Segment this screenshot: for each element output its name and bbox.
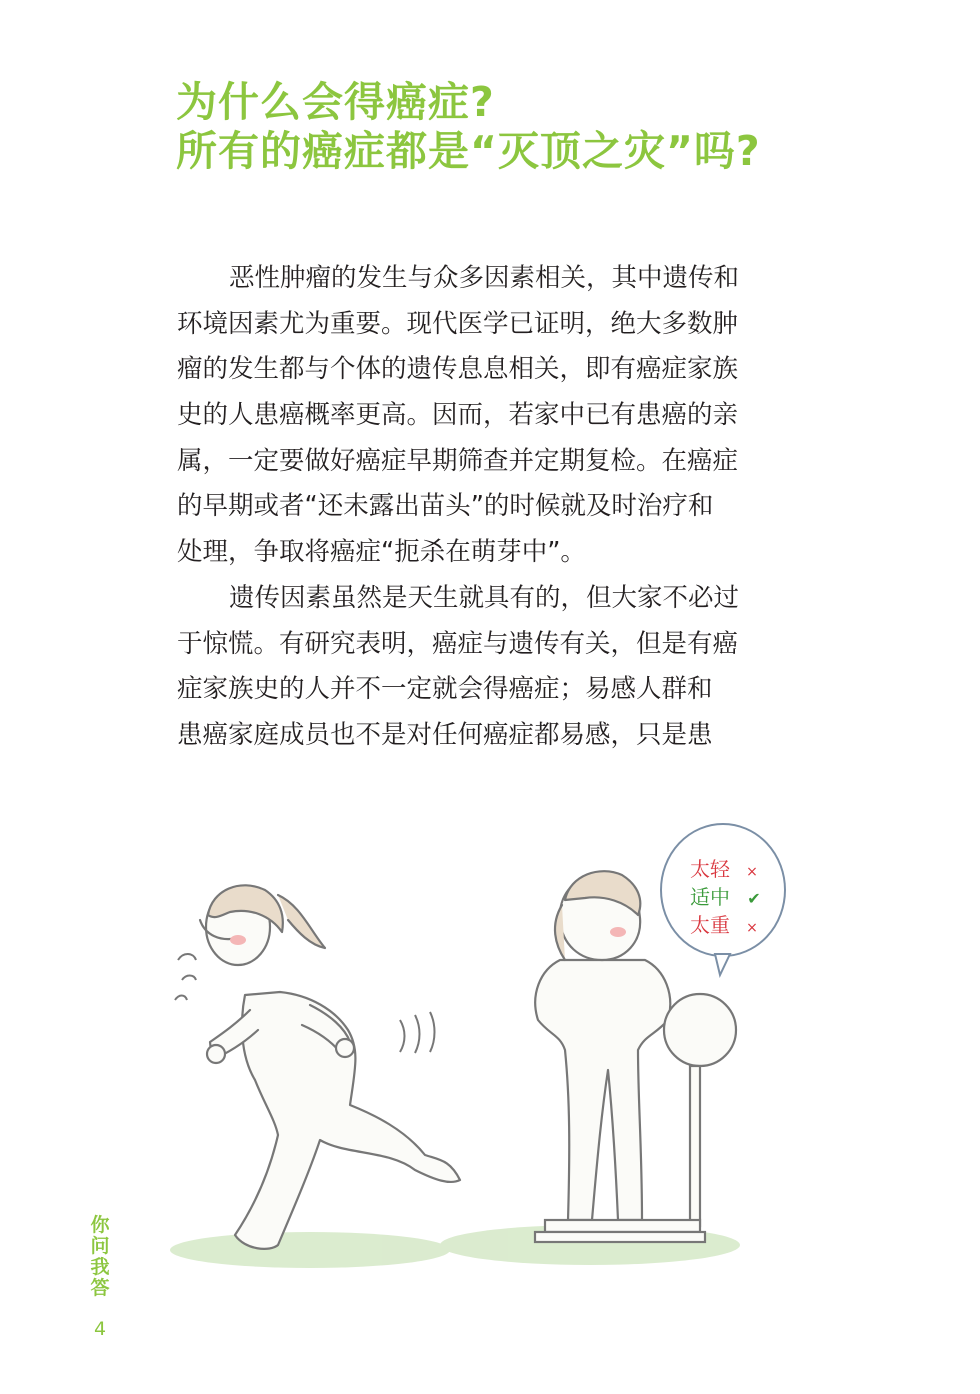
text-line: 的早期或者“还未露出苗头”的时候就及时治疗和 xyxy=(177,491,714,522)
text-line: 患癌家庭成员也不是对任何癌症都易感，只是患 xyxy=(177,719,713,750)
text-line: 史的人患癌概率更高。因而，若家中已有患癌的亲 xyxy=(177,400,739,431)
book-section-label xyxy=(88,1215,112,1299)
bubble-too-heavy: 太重 xyxy=(690,913,730,937)
running-girl xyxy=(200,885,460,1249)
text-line: 恶性肿瘤的发生与众多因素相关，其中遗传和 xyxy=(229,263,740,293)
check-mark-icon: ✔ xyxy=(747,889,761,908)
bubble-too-light: 太轻 xyxy=(690,857,730,881)
bubble-just-right: 适中 xyxy=(690,885,730,909)
title-line-1: 为什么会得癌症? xyxy=(176,78,495,126)
title-line-2: 所有的癌症都是“灭顶之灾”吗? xyxy=(176,127,761,175)
label-char: 问 xyxy=(90,1235,110,1257)
text-line: 属，一定要做好癌症早期筛查并定期复检。在癌症 xyxy=(177,445,739,476)
illustration-running-and-scale xyxy=(160,820,800,1290)
label-char: 我 xyxy=(90,1256,110,1278)
body-text xyxy=(177,256,787,759)
breath-puffs xyxy=(175,954,196,1000)
text-line: 瘤的发生都与个体的遗传息息相关，即有癌症家族 xyxy=(177,354,739,385)
page-number: 4 xyxy=(93,1318,107,1340)
text-line: 遗传因素虽然是天生就具有的，但大家不必过 xyxy=(229,582,740,613)
cross-mark-icon: × xyxy=(746,864,758,880)
label-char: 答 xyxy=(90,1277,110,1299)
text-line: 处理，争取将癌症“扼杀在萌芽中”。 xyxy=(177,537,586,568)
standing-girl xyxy=(535,871,670,1220)
page-title xyxy=(176,78,761,176)
text-line: 症家族史的人并不一定就会得癌症；易感人群和 xyxy=(177,674,713,705)
speech-bubble xyxy=(661,824,785,975)
text-line: 于惊慌。有研究表明，癌症与遗传有关，但是有癌 xyxy=(177,628,739,659)
cross-mark-icon: × xyxy=(746,920,758,936)
motion-lines xyxy=(400,1012,435,1053)
text-line: 环境因素尤为重要。现代医学已证明，绝大多数肿 xyxy=(177,308,739,339)
label-char: 你 xyxy=(90,1214,110,1236)
